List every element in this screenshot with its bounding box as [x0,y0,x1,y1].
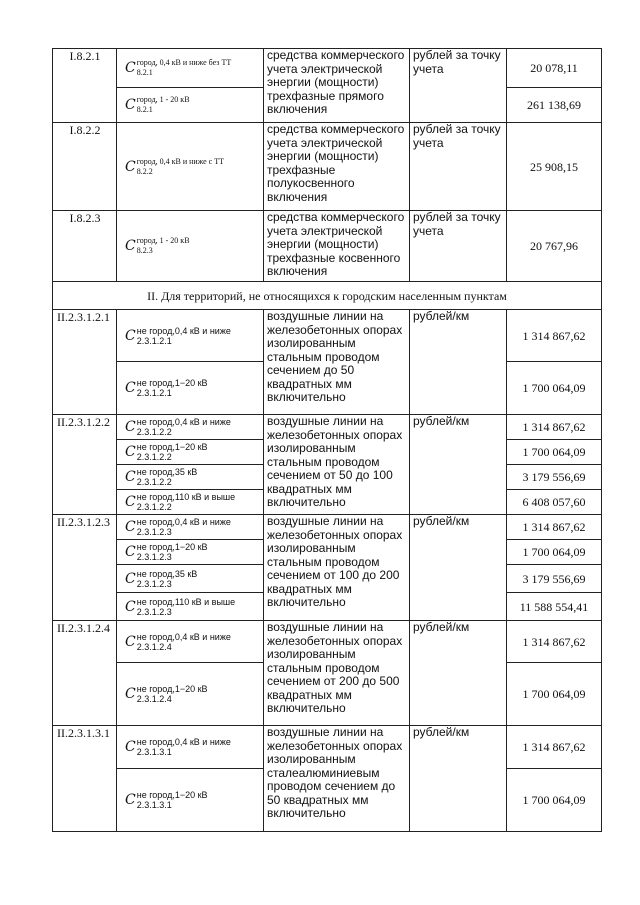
row-value: 3 179 556,69 [507,465,602,490]
symbol-subscript: 8.2.1 [136,105,153,114]
row-code: II.2.3.1.2.2 [53,415,117,515]
row-code: II.2.3.1.2.4 [53,621,117,726]
symbol-subscript: 2.3.1.2.4 [136,641,172,652]
table-row [53,515,602,540]
symbol-letter: C [125,519,136,535]
symbol-superscript: не город,0,4 кВ и ниже [136,517,231,527]
symbol-cell [117,88,264,123]
row-unit: рублей за точку учета [410,211,507,282]
symbol-superscript: не город,0,4 кВ и ниже [136,417,231,427]
tariff-symbol [125,157,224,177]
symbol-subscript: 8.2.2 [136,166,153,176]
symbol-subscript: 2.3.1.2.2 [136,452,172,462]
symbol-cell [117,362,264,415]
row-code: II.2.3.1.3.1 [53,726,117,832]
tariff-symbol [125,58,231,78]
row-code: II.2.3.1.2.3 [53,515,117,621]
row-value: 1 314 867,62 [507,726,602,769]
symbol-subscript: 2.3.1.2.3 [136,527,172,537]
row-unit: рублей/км [410,515,507,621]
symbol-superscript: не город,0,4 кВ и ниже [136,737,231,747]
symbol-superscript: не город,110 кВ и выше [136,596,236,607]
symbol-letter: C [125,598,136,615]
symbol-subscript: 8.2.1 [136,68,153,77]
symbol-subscript: 2.3.1.2.4 [136,694,172,704]
symbol-letter: C [125,494,136,510]
tariff-symbol [125,442,208,462]
row-value: 1 314 867,62 [507,310,602,362]
symbol-cell [117,769,264,832]
row-value: 20 078,11 [507,49,602,88]
tariff-symbol [125,378,208,398]
table-row [53,415,602,440]
tariff-symbol [125,417,231,437]
row-unit: рублей за точку учета [410,123,507,211]
symbol-letter: C [125,97,136,113]
tariff-symbol [125,236,190,256]
symbol-superscript: город, 1 - 20 кВ [136,95,190,104]
row-value: 1 700 064,09 [507,440,602,465]
tariff-table [52,48,602,832]
table-row [53,211,602,282]
row-code: I.8.2.3 [53,211,117,282]
row-value: 3 179 556,69 [507,565,602,593]
row-value: 261 138,69 [507,88,602,123]
symbol-cell [117,621,264,663]
symbol-superscript: не город,35 кВ [136,568,198,579]
row-value: 1 314 867,62 [507,621,602,663]
symbol-cell [117,465,264,490]
symbol-cell [117,565,264,593]
symbol-superscript: не город,1−20 кВ [136,542,208,552]
tariff-symbol [125,95,190,115]
tariff-symbol [125,684,208,704]
symbol-letter: C [125,792,136,808]
row-description: средства коммерческого учета электрической энергии (мощности) трехфазные прямого включения [264,49,410,123]
symbol-cell [117,310,264,362]
symbol-cell [117,593,264,621]
table-row [53,123,602,211]
symbol-subscript: 8.2.3 [136,246,153,255]
symbol-cell [117,515,264,540]
symbol-letter: C [125,570,136,587]
symbol-cell [117,123,264,211]
row-value: 1 700 064,09 [507,663,602,726]
row-value: 1 700 064,09 [507,769,602,832]
symbol-superscript: не город,1−20 кВ [136,442,208,452]
symbol-letter: C [125,419,136,435]
symbol-superscript: не город,0,4 кВ и ниже [136,631,231,642]
row-description: воздушные линии на железобетонных опорах изолированным стальным проводом сечением от 100 до 200 квадратных мм включительно [264,515,410,621]
symbol-letter: C [125,544,136,560]
symbol-cell [117,540,264,565]
row-code: II.2.3.1.2.1 [53,310,117,415]
row-unit: рублей/км [410,726,507,832]
symbol-letter: C [125,444,136,460]
symbol-cell [117,663,264,726]
row-unit: рублей/км [410,415,507,515]
symbol-superscript: не город,1−20 кВ [136,684,208,694]
symbol-subscript: 2.3.1.2.1 [136,388,172,398]
symbol-letter: C [125,380,136,396]
symbol-superscript: не город,0,4 кВ и ниже [136,325,231,336]
symbol-subscript: 2.3.1.2.2 [136,502,172,512]
row-description: воздушные линии на железобетонных опорах изолированным стальным проводом сечением от 200 до 500 квадратных мм включительно [264,621,410,726]
row-value: 11 588 554,41 [507,593,602,621]
symbol-superscript: не город,1−20 кВ [136,790,208,800]
symbol-subscript: 2.3.1.2.3 [136,606,172,617]
row-unit: рублей/км [410,621,507,726]
table-row [53,726,602,769]
symbol-superscript: не город,1−20 кВ [136,378,208,388]
symbol-letter: C [125,60,136,76]
symbol-cell [117,49,264,88]
symbol-superscript: не город,110 кВ и выше [136,492,236,502]
symbol-letter: C [125,158,136,175]
symbol-subscript: 2.3.1.3.1 [136,800,172,810]
symbol-cell [117,415,264,440]
symbol-subscript: 2.3.1.2.3 [136,552,172,562]
tariff-symbol [125,569,197,589]
table-row [53,621,602,663]
symbol-subscript: 2.3.1.2.2 [136,477,172,487]
row-code: I.8.2.1 [53,49,117,123]
symbol-letter: C [125,633,136,650]
table-row [53,310,602,362]
tariff-symbol [125,737,231,757]
symbol-superscript: город, 1 - 20 кВ [136,236,190,245]
tariff-symbol [125,467,197,487]
row-description: воздушные линии на железобетонных опорах изолированным сталеалюминиевым проводом сечением до 50 квадратных мм включительно [264,726,410,832]
row-value: 25 908,15 [507,123,602,211]
symbol-superscript: город, 0,4 кВ и ниже без ТТ [136,58,232,67]
symbol-letter: C [125,327,136,344]
symbol-cell [117,211,264,282]
symbol-letter: C [125,238,136,254]
symbol-subscript: 2.3.1.2.3 [136,578,172,589]
symbol-subscript: 2.3.1.2.2 [136,427,172,437]
tariff-symbol [125,597,235,617]
tariff-symbol [125,790,208,810]
symbol-superscript: не город,35 кВ [136,467,198,477]
row-description: воздушные линии на железобетонных опорах изолированным стальным проводом сечением до 50 квадратных мм включительно [264,310,410,415]
symbol-cell [117,490,264,515]
symbol-superscript: город, 0,4 кВ и ниже с ТТ [136,156,225,166]
row-description: воздушные линии на железобетонных опорах изолированным стальным проводом сечением от 50 до 100 квадратных мм включительно [264,415,410,515]
tariff-symbol [125,517,231,537]
row-value: 6 408 057,60 [507,490,602,515]
symbol-letter: C [125,739,136,755]
section-row [53,282,602,310]
row-value: 20 767,96 [507,211,602,282]
row-value: 1 700 064,09 [507,540,602,565]
symbol-cell [117,440,264,465]
tariff-symbol [125,542,208,562]
row-description: средства коммерческого учета электрической энергии (мощности) трехфазные полукосвенного включения [264,123,410,211]
tariff-symbol [125,492,235,512]
symbol-cell [117,726,264,769]
symbol-letter: C [125,686,136,702]
tariff-symbol [125,632,231,652]
row-value: 1 700 064,09 [507,362,602,415]
symbol-subscript: 2.3.1.3.1 [136,747,172,757]
row-description: средства коммерческого учета электрической энергии (мощности) трехфазные косвенного включения [264,211,410,282]
row-value: 1 314 867,62 [507,515,602,540]
row-value: 1 314 867,62 [507,415,602,440]
symbol-letter: C [125,469,136,485]
tariff-symbol [125,326,231,346]
row-unit: рублей за точку учета [410,49,507,123]
row-unit: рублей/км [410,310,507,415]
section-title: II. Для территорий, не относящихся к городским населенным пунктам [53,282,602,310]
table-row [53,49,602,88]
symbol-subscript: 2.3.1.2.1 [136,335,172,346]
row-code: I.8.2.2 [53,123,117,211]
